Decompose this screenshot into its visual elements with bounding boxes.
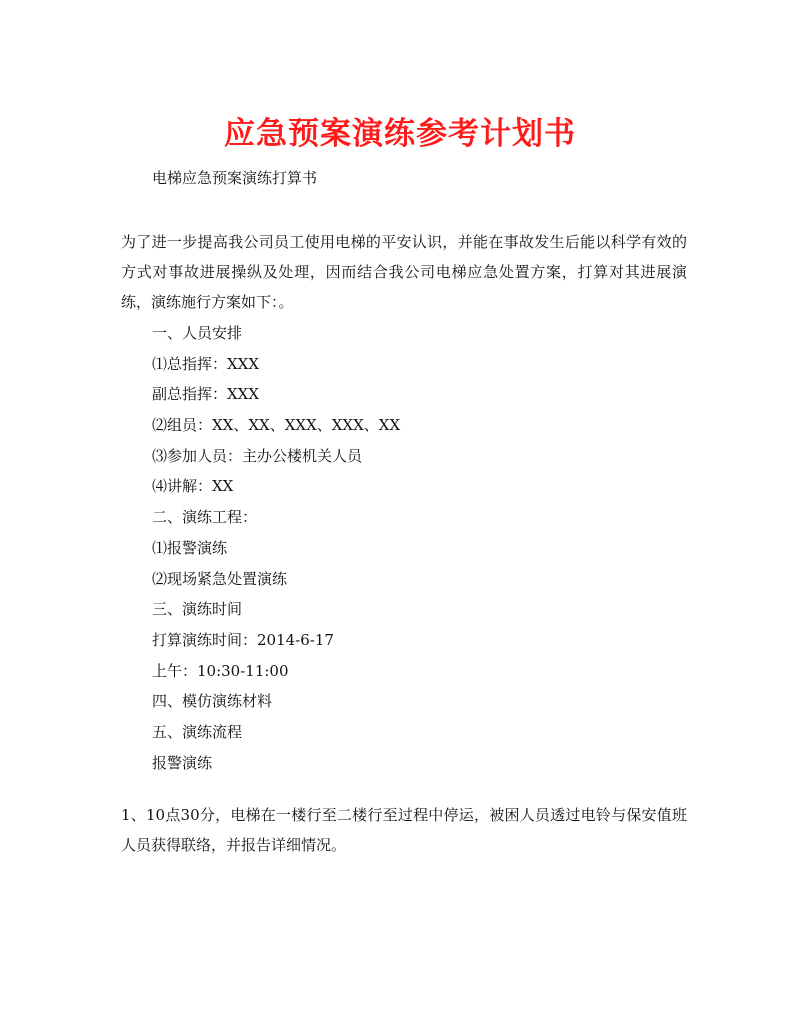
intro-paragraph: 为了进一步提高我公司员工使用电梯的平安认识，并能在事故发生后能以科学有效的方式对事故进展操纵及处理，因而结合我公司电梯应急处置方案，打算对其进展演练，演练施行方案如下：。 [121,233,687,311]
plan-item: ⑴报警演练 [152,538,228,557]
plan-item: 上午：10:30-11:00 [152,661,289,680]
plan-item: ⑶参加人员：主办公楼机关人员 [152,446,363,465]
step-paragraph: 1、10点30分，电梯在一楼行至二楼行至过程中停运，被困人员透过电铃与保安值班人员获得联络，并报告详细情况。 [121,806,687,854]
plan-item: 四、模仿演练材料 [152,692,273,711]
plan-item: ⑵组员：XX、XX、XXX、XXX、XX [152,416,401,435]
plan-item: 三、演练时间 [152,600,243,619]
plan-item: ⑵现场紧急处置演练 [152,569,288,588]
plan-item: ⑴总指挥：XXX [152,354,260,373]
plan-item: 报警演练 [152,753,213,772]
plan-item-list [152,318,400,778]
document-subtitle: 电梯应急预案演练打算书 [152,169,318,187]
plan-item: ⑷讲解：XX [152,477,234,496]
plan-item: 二、演练工程： [152,508,258,527]
plan-item: 一、人员安排 [152,324,243,342]
plan-item: 副总指挥：XXX [152,385,260,404]
plan-item: 五、演练流程 [152,722,243,741]
document-title: 应急预案演练参考计划书 [224,116,576,152]
plan-item: 打算演练时间：2014-6-17 [152,630,334,649]
